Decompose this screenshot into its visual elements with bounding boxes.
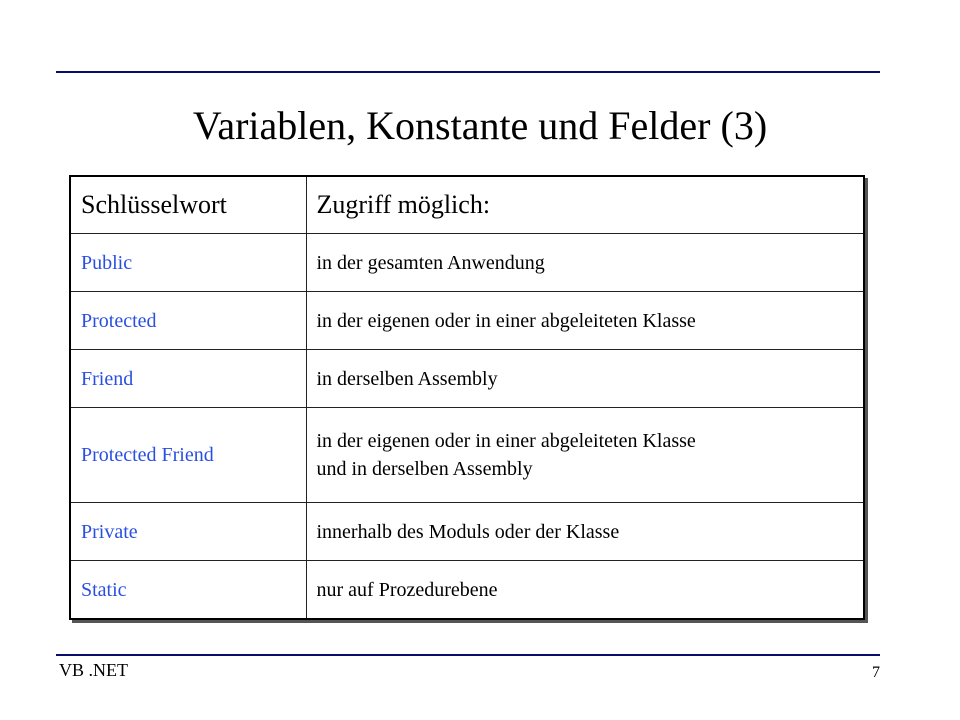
- bottom-divider: [56, 654, 880, 656]
- access-line-2: und in derselben Assembly: [316, 458, 533, 480]
- access-cell: nur auf Prozedurebene: [306, 561, 864, 620]
- footer-label: VB .NET: [59, 660, 128, 680]
- table-row: [70, 292, 864, 350]
- table-row: [70, 561, 864, 620]
- header-keyword: Schlüsselwort: [70, 176, 306, 234]
- table-row: [70, 408, 864, 503]
- slide-title: Variablen, Konstante und Felder (3): [192, 103, 768, 148]
- table-header-row: [70, 176, 864, 234]
- table-row: [70, 234, 864, 292]
- access-cell: in der eigenen oder in einer abgeleiteten Klasse: [306, 292, 864, 350]
- keyword-cell: Protected Friend: [70, 408, 306, 503]
- table-row: [70, 503, 864, 561]
- page-number: 7: [872, 664, 880, 681]
- access-cell: [306, 408, 864, 503]
- keyword-cell: Protected: [70, 292, 306, 350]
- table-row: [70, 350, 864, 408]
- keyword-cell: Public: [70, 234, 306, 292]
- keyword-cell: Friend: [70, 350, 306, 408]
- keyword-cell: Static: [70, 561, 306, 620]
- access-line-1: in der eigenen oder in einer abgeleiteten Klasse: [316, 430, 696, 452]
- access-cell: innerhalb des Moduls oder der Klasse: [306, 503, 864, 561]
- access-cell: in derselben Assembly: [306, 350, 864, 408]
- keyword-cell: Private: [70, 503, 306, 561]
- header-access: Zugriff möglich:: [306, 176, 864, 234]
- top-divider: [56, 71, 880, 73]
- access-cell: in der gesamten Anwendung: [306, 234, 864, 292]
- access-modifier-table: [69, 175, 865, 620]
